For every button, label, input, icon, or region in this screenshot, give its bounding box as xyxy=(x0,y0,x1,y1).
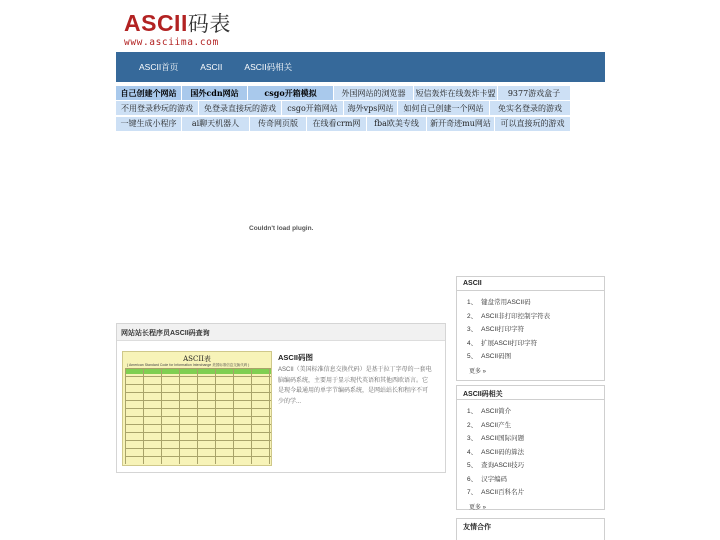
sidebar-item[interactable]: 7、 ASCII百科名片 xyxy=(467,489,525,496)
sidebar-item-label: ASCII非打印控制字符表 xyxy=(481,312,551,320)
sidebar-ascii-related xyxy=(456,385,605,510)
link-item[interactable]: 海外vps网站 xyxy=(344,101,398,116)
image-title: ASCII表 xyxy=(183,355,211,363)
image-grid xyxy=(125,368,271,464)
nav-ascii[interactable]: ASCII xyxy=(200,62,223,72)
logo-brand: ASCII xyxy=(124,10,188,36)
post-card xyxy=(116,323,446,473)
sidebar-item[interactable]: 3、 ASCII国际问题 xyxy=(467,435,525,442)
image-subtitle: ( American Standard Code for Information Interchange 美国标准信息交换代码 ) xyxy=(127,363,250,367)
sidebar-item[interactable]: 1、 ASCII简介 xyxy=(467,408,512,415)
link-item[interactable]: 国外cdn网站 xyxy=(182,86,248,101)
site-logo[interactable] xyxy=(124,10,244,50)
sidebar-friends xyxy=(456,518,605,540)
sidebar-item-label: 汉字编码 xyxy=(481,475,508,483)
link-grid xyxy=(116,86,571,132)
link-item[interactable]: 不用登录秒玩的游戏 xyxy=(116,101,199,116)
sidebar-item[interactable]: 2、 ASCII非打印控制字符表 xyxy=(467,312,551,320)
link-item[interactable]: csgo开箱模拟 xyxy=(248,86,334,101)
plugin-error: Couldn't load plugin. xyxy=(249,225,314,232)
link-item[interactable]: 外国网站的浏览器 xyxy=(334,86,414,101)
sidebar-item-label: ASCII国际问题 xyxy=(481,435,525,442)
sidebar-more-link[interactable]: 更多 » xyxy=(469,368,487,375)
link-item[interactable]: 自己创建个网站 xyxy=(116,86,182,101)
logo-domain: www.asciima.com xyxy=(124,37,219,48)
sidebar-item-label: ASCII简介 xyxy=(481,408,512,415)
sidebar-more-link[interactable]: 更多 » xyxy=(469,504,487,511)
link-item[interactable]: 新开奇迹mu网站 xyxy=(427,117,495,132)
sidebar-item-label: ASCII百科名片 xyxy=(481,489,525,496)
post-excerpt: ASCII（美国标准信息交换代码）是基于拉丁字母的一套电脑编码系统，主要用于显示现代英语和其他西欧语言。它是现今最通用的单字节编码系统，是网站站长和程序不可少的学... xyxy=(278,367,432,405)
link-row xyxy=(116,117,571,132)
post-heading[interactable]: ASCII码图 xyxy=(278,353,314,362)
link-item[interactable]: 可以直接玩的游戏 xyxy=(495,117,571,132)
link-item[interactable]: 免登录直接玩的游戏 xyxy=(199,101,282,116)
sidebar-ascii-title: ASCII xyxy=(457,277,604,291)
sidebar-item-label: 键盘常用ASCII码 xyxy=(481,299,531,306)
link-item[interactable]: 传奇网页版 xyxy=(250,117,307,132)
link-item[interactable]: 9377游戏盒子 xyxy=(498,86,571,101)
sidebar-item[interactable]: 1、 键盘常用ASCII码 xyxy=(467,299,531,306)
nav-ascii-related[interactable]: ASCII码相关 xyxy=(244,62,293,72)
link-item[interactable]: 在线看crm网 xyxy=(307,117,367,132)
link-item[interactable]: fba欧美专线 xyxy=(367,117,427,132)
sidebar-item-label: ASCII产生 xyxy=(481,421,512,429)
link-item[interactable]: 免实名登录的游戏 xyxy=(490,101,571,116)
sidebar-item-label: ASCII码的算法 xyxy=(481,448,525,456)
sidebar-item[interactable]: 4、 ASCII码的算法 xyxy=(467,448,525,456)
nav-home[interactable]: ASCII首页 xyxy=(139,62,179,72)
link-row xyxy=(116,101,571,116)
main-nav xyxy=(116,52,605,82)
sidebar-item[interactable]: 5、 ASCII码图 xyxy=(467,353,512,360)
link-item[interactable]: 短信轰炸在线轰炸卡盟 xyxy=(414,86,498,101)
sidebar-related-title: ASCII码相关 xyxy=(457,386,604,400)
link-item[interactable]: 如何自己创建一个网站 xyxy=(398,101,490,116)
sidebar-item-label: 查询ASCII技巧 xyxy=(481,462,525,469)
sidebar-item-label: 扩展ASCII打印字符 xyxy=(481,339,538,347)
link-item[interactable]: 一键生成小程序 xyxy=(116,117,182,132)
sidebar-item[interactable]: 3、 ASCII打印字符 xyxy=(467,326,525,333)
sidebar-item-label: ASCII码图 xyxy=(481,353,512,360)
sidebar-item[interactable]: 6、 汉字编码 xyxy=(467,475,508,483)
sidebar-item[interactable]: 2、 ASCII产生 xyxy=(467,421,512,429)
link-item[interactable]: ai聊天机器人 xyxy=(182,117,250,132)
sidebar-ascii xyxy=(456,276,605,381)
logo-text xyxy=(124,10,231,37)
sidebar-item-label: ASCII打印字符 xyxy=(481,326,525,333)
logo-brand-cn: 码表 xyxy=(187,12,231,36)
sidebar-item[interactable]: 4、 扩展ASCII打印字符 xyxy=(467,339,538,347)
ascii-table-image[interactable] xyxy=(122,351,272,466)
sidebar-item[interactable]: 5、 查询ASCII技巧 xyxy=(467,462,525,469)
post-title[interactable]: 网站站长程序员ASCII码查询 xyxy=(117,324,445,341)
link-item[interactable]: csgo开箱网站 xyxy=(282,101,344,116)
sidebar-friends-title: 友情合作 xyxy=(463,524,491,531)
link-row xyxy=(116,86,571,101)
